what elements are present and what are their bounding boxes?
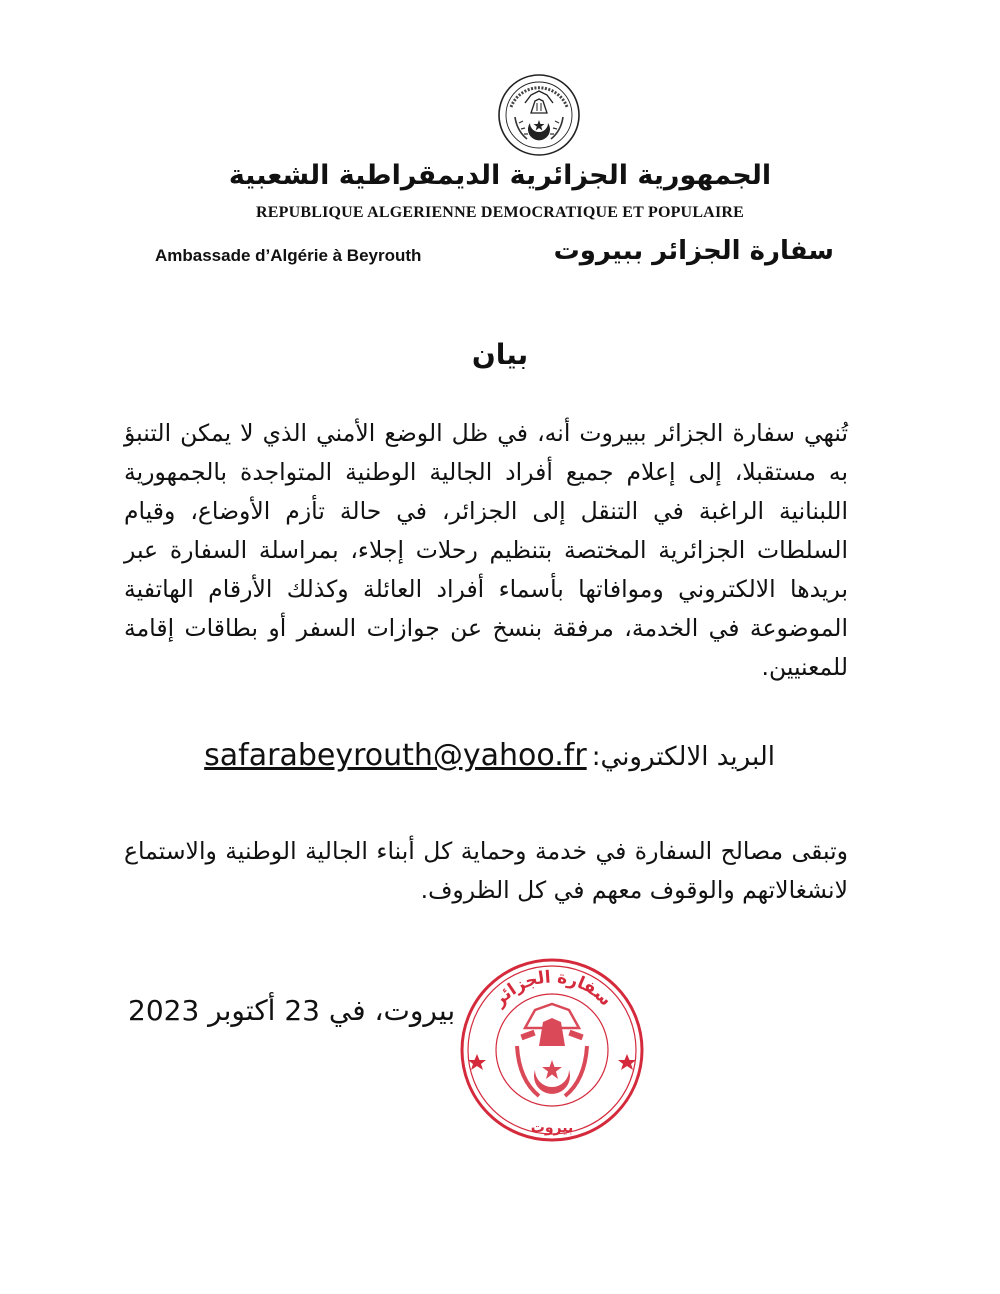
stamp-top-text: سفارة الجزائر (489, 967, 616, 1011)
document-title: بيان (471, 338, 529, 371)
email-link[interactable]: safarabeyrouth@yahoo.fr (204, 738, 587, 773)
republic-name-french: REPUBLIQUE ALGERIENNE DEMOCRATIQUE ET POPULAIRE (256, 204, 744, 221)
algeria-emblem-icon (497, 73, 581, 157)
dateline: بيروت، في 23 أكتوبر 2023 (128, 994, 456, 1027)
republic-name-arabic: الجمهورية الجزائرية الديمقراطية الشعبية (228, 160, 772, 191)
email-label: البريد الالكتروني: (591, 742, 775, 772)
embassy-stamp (455, 950, 650, 1150)
statement-paragraph-1: تُنهي سفارة الجزائر ببيروت أنه، في ظل الوضع الأمني الذي لا يمكن التنبؤ به مستقبلا، إلى إعلام جميع أفراد الجالية الوطنية المتواجدة بالجمهورية اللبنانية الراغبة في التنقل إلى الجزائر، في حالة تأزم الأوضاع، وقيام السلطات الجزائرية المختصة بتنظيم رحلات إجلاء، بمراسلة السفارة عبر بريدها الالكتروني وموافاتها بأسماء أفراد العائلة وكذلك الأرقام الهاتفية الموضوعة في الخدمة، مرفقة بنسخ عن جوازات السفر أو بطاقات إقامة للمعنيين. (124, 419, 848, 681)
statement-paragraph-2: وتبقى مصالح السفارة في خدمة وحماية كل أبناء الجالية الوطنية والاستماع لانشغالاتهم والوقوف معهم في كل الظروف. (124, 837, 848, 904)
embassy-name-french: Ambassade d’Algérie à Beyrouth (155, 246, 422, 265)
embassy-name-arabic: سفارة الجزائر ببيروت (553, 236, 834, 266)
stamp-bottom-text: بيروت (530, 1120, 574, 1136)
email-line (145, 738, 775, 773)
